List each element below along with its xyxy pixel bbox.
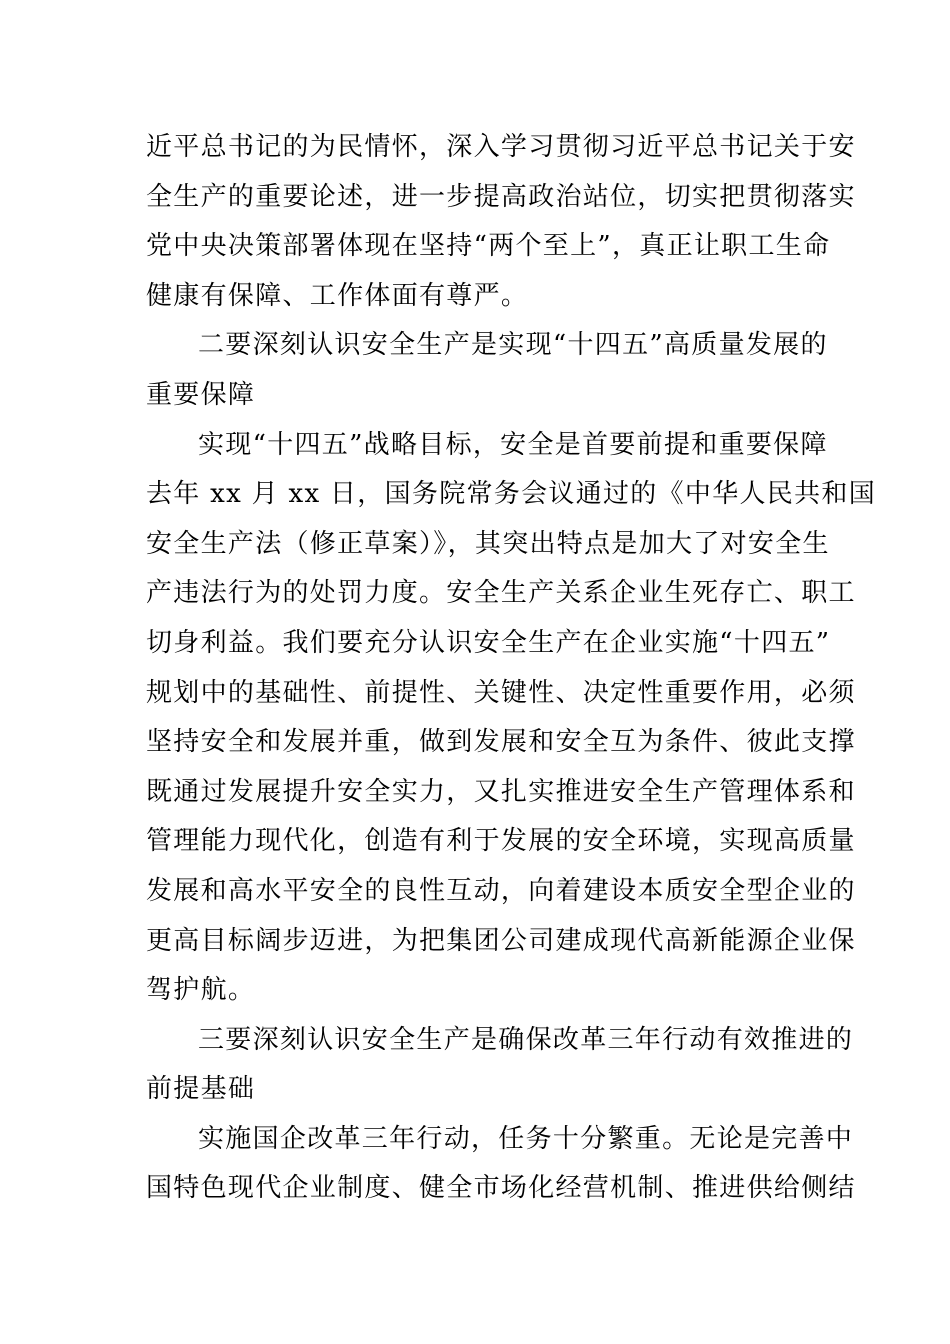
text-line: 重要保障 — [146, 379, 256, 410]
text-line: 健康有保障、工作体面有尊严。 — [146, 280, 529, 311]
text-line: 更高目标阔步迈进，为把集团公司建成现代高新能源企业保 — [146, 925, 856, 956]
text-line: 去年 xx 月 xx 日，国务院常务会议通过的《中华人民共和国 — [146, 479, 877, 510]
text-line: 安全生产法（修正草案）》，其突出特点是加大了对安全生 — [146, 528, 830, 559]
text-line: 切身利益。我们要充分认识安全生产在企业实施“十四五” — [146, 627, 831, 658]
text-line: 实现“十四五”战略目标，安全是首要前提和重要保障 — [198, 429, 828, 460]
text-line: 驾护航。 — [146, 975, 256, 1006]
text-line: 产违法行为的处罚力度。安全生产关系企业生死存亡、职工 — [146, 578, 856, 609]
text-line: 实施国企改革三年行动，任务十分繁重。无论是完善中 — [198, 1123, 854, 1154]
text-line: 管理能力现代化，创造有利于发展的安全环境，实现高质量 — [146, 826, 856, 857]
text-line: 二要深刻认识安全生产是实现“十四五”高质量发展的 — [198, 330, 828, 361]
text-line: 近平总书记的为民情怀，深入学习贯彻习近平总书记关于安 — [146, 132, 856, 162]
text-line: 发展和高水平安全的良性互动，向着建设本质安全型企业的 — [146, 875, 856, 906]
text-line: 党中央决策部署体现在坚持“两个至上”，真正让职工生命 — [146, 231, 831, 262]
text-line: 规划中的基础性、前提性、关键性、决定性重要作用，必须 — [146, 677, 856, 708]
text-line: 国特色现代企业制度、健全市场化经营机制、推进供给侧结 — [146, 1173, 856, 1204]
text-line: 既通过发展提升安全实力，又扎实推进安全生产管理体系和 — [146, 776, 856, 807]
text-line: 坚持安全和发展并重，做到发展和安全互为条件、彼此支撑 — [146, 727, 856, 758]
text-line: 前提基础 — [146, 1074, 256, 1105]
text-line: 全生产的重要论述，进一步提高政治站位，切实把贯彻落实 — [146, 181, 856, 212]
body-text — [146, 123, 877, 1214]
text-line: 三要深刻认识安全生产是确保改革三年行动有效推进的 — [198, 1024, 854, 1055]
